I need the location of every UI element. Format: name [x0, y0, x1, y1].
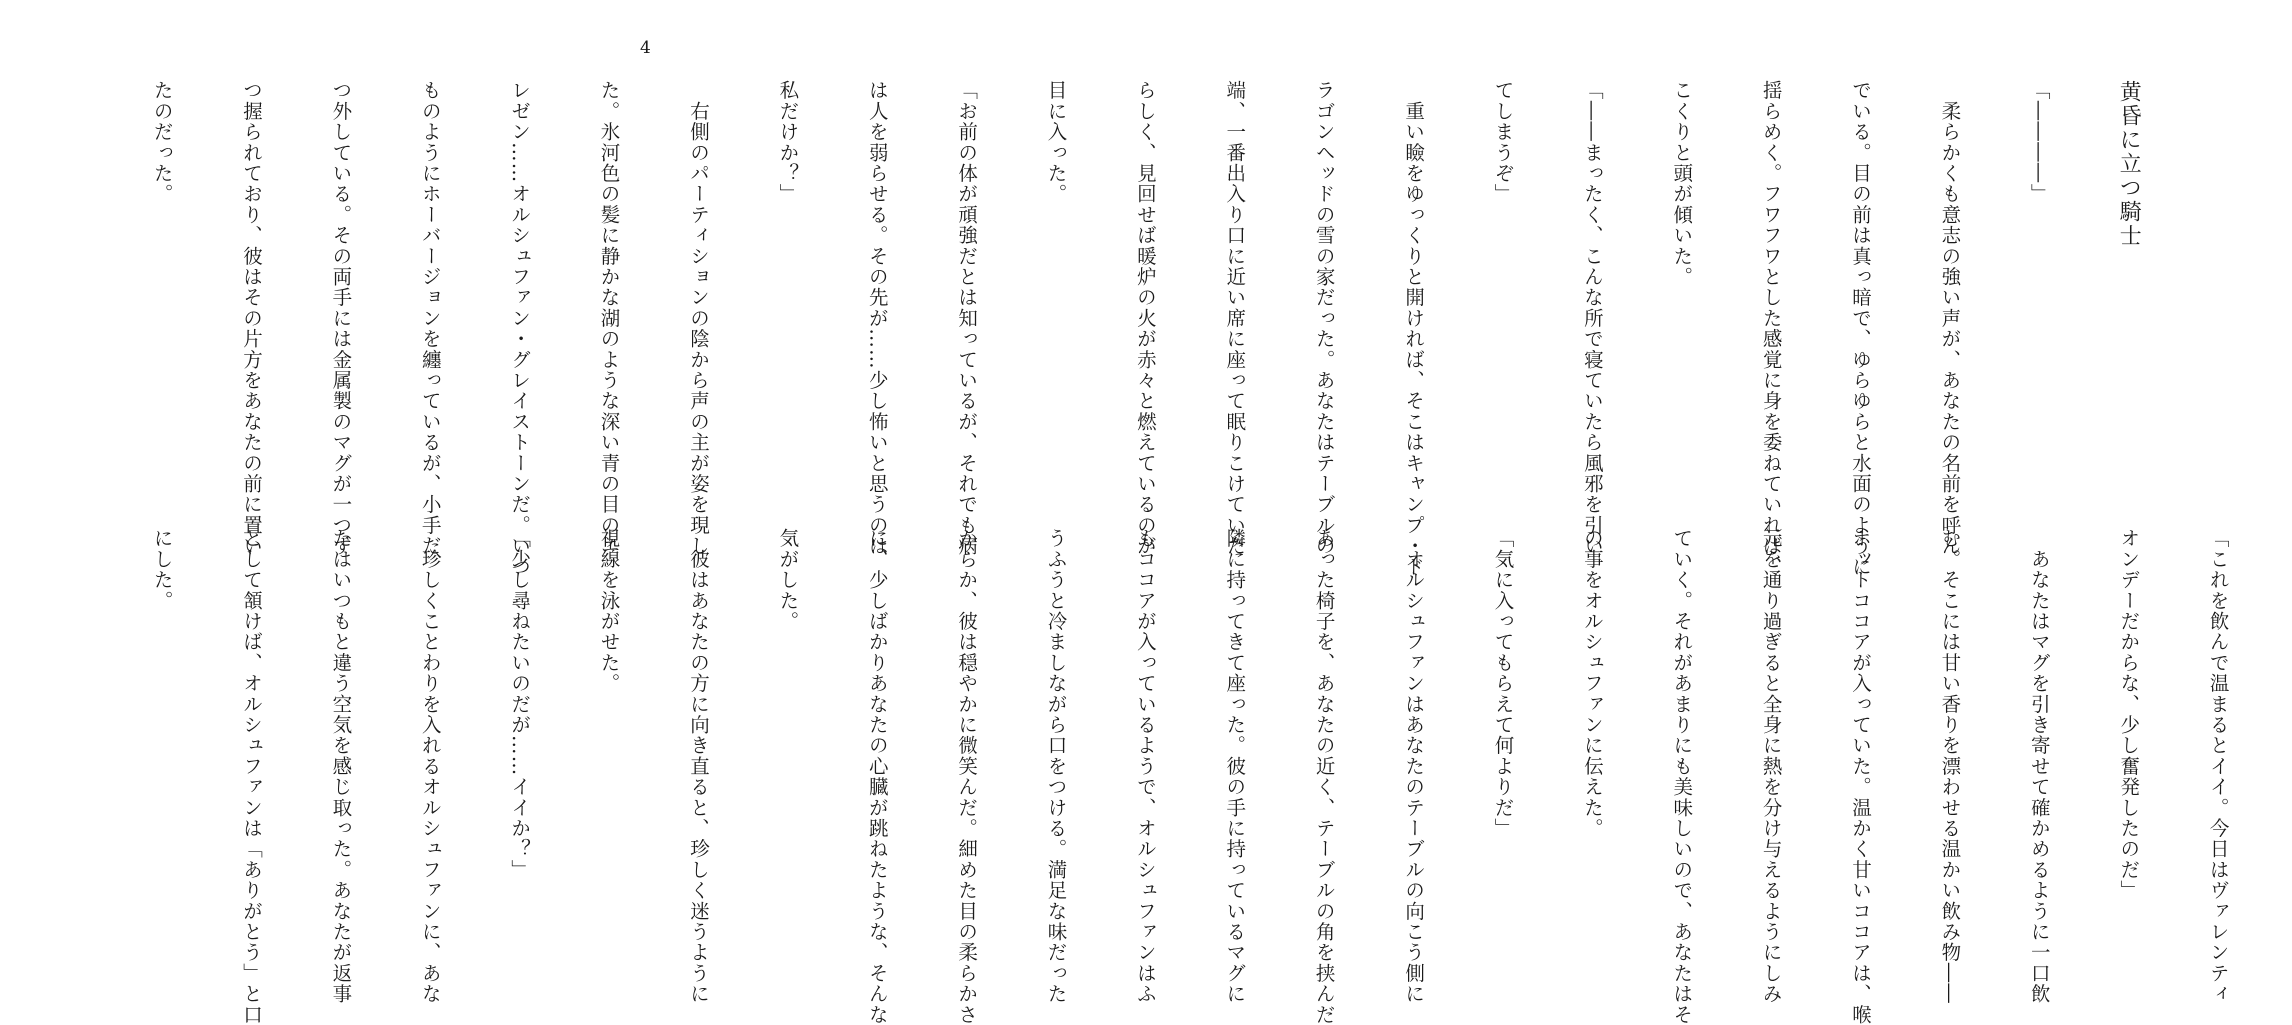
- text-line: 柔らかくも意志の強い声が、あなたの名前を呼ん: [1938, 80, 1962, 557]
- text-line: に、少しばかりあなたの心臓が跳ねたような、そんな: [865, 528, 889, 1025]
- lower-text-block: [117, 528, 2292, 1025]
- text-line: からか、彼は穏やかに微笑んだ。細めた目の柔らかさ: [955, 528, 979, 1025]
- text-line: てしまうぞ」: [1491, 80, 1515, 205]
- text-line: レゼン……オルシュファン・グレイストーンだ。いつ: [508, 80, 532, 577]
- text-line: あった椅子を、あなたの近く、テーブルの角を挟んだ: [1312, 528, 1336, 1025]
- text-line: 気がした。: [776, 528, 800, 632]
- text-line: 「――――」: [2027, 80, 2051, 205]
- text-line: として頷けば、オルシュファンは「ありがとう」と口: [239, 528, 263, 1025]
- text-line: は人を弱らせる。その先が……少し怖いと思うのは: [865, 80, 889, 557]
- text-line: たのだった。: [150, 80, 174, 205]
- text-line: 「お前の体が頑強だとは知っているが、それでも病: [955, 80, 979, 557]
- text-line: ラゴンヘッドの雪の家だった。あなたはテーブルの: [1312, 80, 1336, 557]
- text-line: 彼はあなたの方に向き直ると、珍しく迷うように: [686, 528, 710, 1005]
- text-line: こくりと頭が傾いた。: [1670, 80, 1694, 287]
- text-line: オンデーだからな、少し奮発したのだ」: [2117, 528, 2141, 901]
- text-line: む。そこには甘い香りを漂わせる温かい飲み物――: [1938, 528, 1962, 1005]
- text-line: 「――まったく、こんな所で寝ていたら風邪を引い: [1580, 80, 1604, 557]
- text-line: もココアが入っているようで、オルシュファンはふ: [1133, 528, 1157, 1005]
- text-line: 珍しくことわりを入れるオルシュファンに、あな: [418, 528, 442, 1005]
- text-line: 隣に持ってきて座った。彼の手に持っているマグに: [1223, 528, 1247, 1005]
- text-line: た。氷河色の髪に静かな湖のような深い青の目のエ: [597, 80, 621, 557]
- text-line: 「これを飲んで温まるとイイ。今日はヴァレンティ: [2206, 528, 2230, 1005]
- text-line: の事をオルシュファンに伝えた。: [1580, 528, 1604, 839]
- text-line: 「少し尋ねたいのだが……イイか？」: [508, 528, 532, 880]
- text-line: ていく。それがあまりにも美味しいので、あなたはそ: [1670, 528, 1694, 1025]
- text-line: 端、一番出入り口に近い席に座って眠りこけていた: [1223, 80, 1247, 557]
- text-line: にした。: [150, 528, 174, 611]
- text-line: らしく、見回せば暖炉の火が赤々と燃えているのが: [1133, 80, 1157, 557]
- text-line: 「気に入ってもらえて何よりだ」: [1491, 528, 1515, 839]
- text-line: ホットココアが入っていた。温かく甘いココアは、喉: [1849, 528, 1873, 1025]
- text-line: あなたはマグを引き寄せて確かめるように一口飲: [2027, 528, 2051, 1005]
- text-line: 目に入った。: [1044, 80, 1068, 205]
- text-line: 右側のパーティションの陰から声の主が姿を現し: [686, 80, 710, 557]
- text-line: つ外している。その両手には金属製のマグが一つず: [329, 80, 353, 557]
- text-line: つ握られており、彼はその片方をあなたの前に置い: [239, 80, 263, 557]
- text-line: 揺らめく。フワフワとした感覚に身を委ねていれば、: [1759, 80, 1783, 577]
- text-line: うふうと冷ましながら口をつける。満足な味だった: [1044, 528, 1068, 1005]
- text-line: 元を通り過ぎると全身に熱を分け与えるようにしみ: [1759, 528, 1783, 1005]
- text-line: 私だけか？」: [776, 80, 800, 205]
- text-line: ものようにホーバージョンを纏っているが、小手だ: [418, 80, 442, 557]
- text-line: 視線を泳がせた。: [597, 528, 621, 694]
- text-line: たはいつもと違う空気を感じ取った。あなたが返事: [329, 528, 353, 1005]
- text-line: でいる。目の前は真っ暗で、ゆらゆらと水面のように: [1849, 80, 1873, 577]
- text-line: 重い瞼をゆっくりと開ければ、そこはキャンプ・ド: [1402, 80, 1426, 577]
- page-number: 4: [640, 38, 651, 58]
- text-line: オルシュファンはあなたのテーブルの向こう側に: [1402, 528, 1426, 1005]
- chapter-title: 黄昏に立つ騎士: [2116, 80, 2142, 248]
